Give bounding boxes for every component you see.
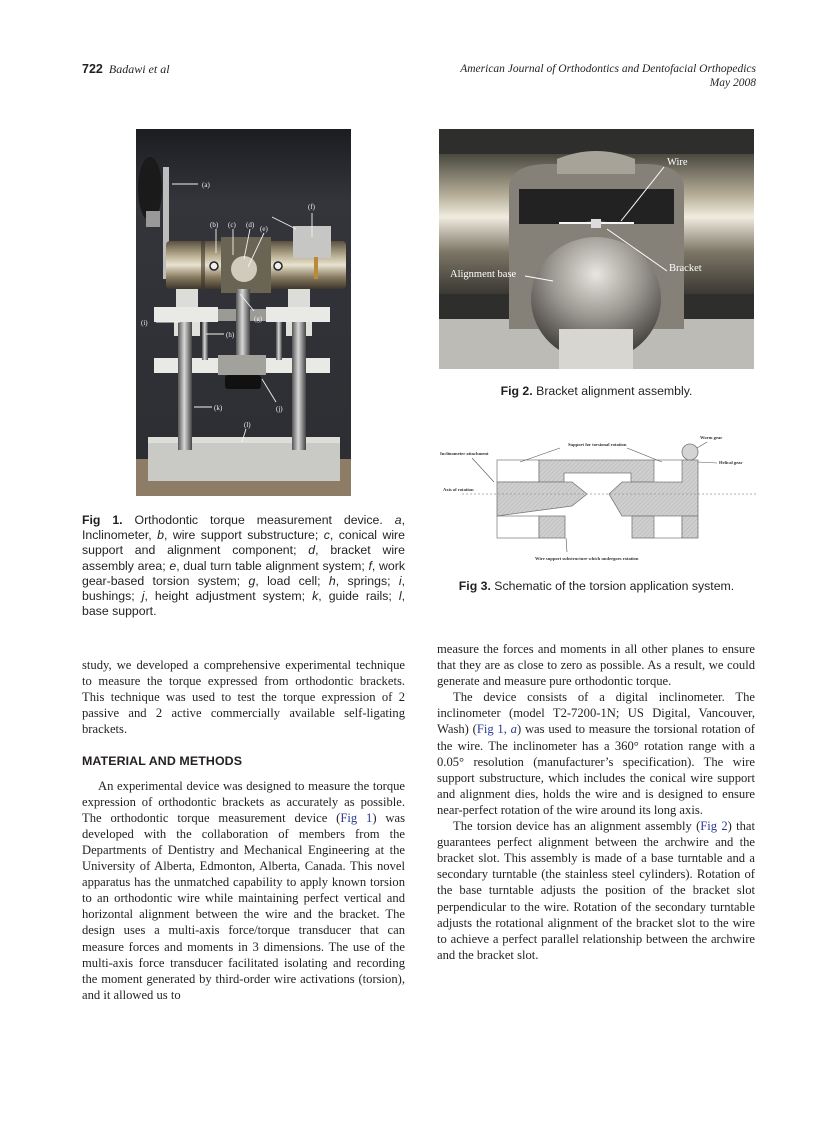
fig1-link[interactable]: Fig 1 <box>340 810 373 825</box>
alignment-assembly-illustration <box>439 129 754 369</box>
caption-key: a <box>394 513 402 527</box>
caption-text: , base support. <box>82 589 406 619</box>
paragraph-text: An experimental device was designed to measure the torque expression of orthodontic brackets as accurately as possible. The orthodontic torque measurement device ( <box>82 778 405 825</box>
caption-text: , dual turn table alignment system; <box>176 558 369 573</box>
figure-1-label: Fig 1. <box>82 513 123 527</box>
caption-text: , springs; <box>335 573 399 588</box>
figure-2-caption <box>439 384 754 399</box>
figure-1-photo <box>136 129 351 496</box>
caption-text: , bushings; <box>82 573 405 604</box>
paragraph-alignment-assembly <box>437 818 755 963</box>
paragraph-continued: measure the forces and moments in all other planes to ensure that they are as close to zero as possible. As a result, we could generate and measure pure orthodontic torque. <box>437 642 755 689</box>
caption-text: , load cell; <box>255 573 329 588</box>
label-helical-gear: Helical gear <box>719 460 743 465</box>
torque-device-illustration <box>136 129 351 496</box>
label-j: (j) <box>276 405 283 413</box>
figure-2-photo <box>439 129 754 369</box>
caption-text: , Inclinometer, <box>82 513 405 543</box>
label-wire: Wire <box>667 157 688 168</box>
figure-1-caption <box>82 513 405 619</box>
caption-text: , guide rails; <box>318 589 399 604</box>
label-bracket: Bracket <box>669 263 702 274</box>
right-column <box>437 641 755 963</box>
running-header-right <box>460 62 756 90</box>
figure-3-schematic <box>432 435 757 565</box>
caption-key: k <box>312 589 319 604</box>
journal-title: American Journal of Orthodontics and Dentofacial Orthopedics <box>460 63 756 75</box>
label-i: (i) <box>141 319 148 327</box>
figure-2-label: Fig 2. <box>500 384 533 398</box>
caption-key: c <box>323 528 330 543</box>
link-text: a <box>510 722 517 737</box>
caption-key: j <box>141 589 145 604</box>
caption-key: i <box>398 573 402 588</box>
paragraph-methods-1 <box>82 778 405 1003</box>
caption-text: , bracket wire assembly area; <box>82 543 405 573</box>
caption-key: l <box>398 589 402 604</box>
fig1a-link[interactable] <box>477 722 517 736</box>
label-f: (f) <box>308 203 315 211</box>
paragraph-text: ) that guarantees perfect alignment between the archwire and the bracket slot. This assembly is made of a base turntable and a secondary turntable (the stainless steel cylinders). Rotation of the base turntable adjusts the position of the bracket slot perpendicular to the wire. Rotation of the secondary turntable adjusts the rotational alignment of the bracket slot to the wire to achieve a perfect parallel relationship between the archwire and the bracket slot. <box>437 819 755 962</box>
label-a: (a) <box>202 181 210 189</box>
left-column <box>82 657 405 1003</box>
label-g: (g) <box>254 315 263 323</box>
label-b: (b) <box>210 221 219 229</box>
caption-key: e <box>169 558 177 573</box>
page-number: 722 <box>82 62 103 76</box>
label-c: (c) <box>228 221 236 229</box>
label-d: (d) <box>246 221 255 229</box>
paragraph-inclinometer <box>437 689 755 818</box>
label-inclinometer-attachment: Inclinometer attachment <box>440 451 489 456</box>
caption-text: Orthodontic torque measurement device. <box>122 513 395 527</box>
torsion-schematic-diagram <box>432 440 757 565</box>
label-alignment-base: Alignment base <box>450 269 517 280</box>
issue-date: May 2008 <box>709 77 756 89</box>
caption-text: , work gear-based torsion system; <box>82 558 405 588</box>
figure-2-caption-text: Bracket alignment assembly. <box>532 384 693 398</box>
caption-text: , conical wire support and alignment component; <box>82 528 405 558</box>
label-k: (k) <box>214 404 223 412</box>
caption-text: , wire support substructure; <box>163 528 324 543</box>
figure-3-caption-text: Schematic of the torsion application system. <box>490 579 735 593</box>
caption-key: d <box>308 543 316 558</box>
figure-3-label: Fig 3. <box>458 579 491 593</box>
label-h: (h) <box>226 331 235 339</box>
paragraph-text: ) was developed with the collaboration of members from the Departments of Dentistry and Mechanical Engineering at the University of Alberta, Edmonton, Alberta, Canada. This novel apparatus has the unmatched capability to apply known torsion to an orthodontic wire while maintaining perfect vertical and horizontal alignment between the wire and the bracket. The design uses a multi-axis force/torque transducer that can measure forces and moments in 3 dimensions. The use of the multi-axis force transducer facilitated isolating and recording the moment generated by third-order wire activations (torsion), and it allowed us to <box>82 810 405 1002</box>
paragraph-text: The device consists of a digital inclinometer. The inclinometer (model T2-7200-1N; US Digital, Vancouver, Wash) ( <box>437 690 755 737</box>
caption-text: , height adjustment system; <box>144 589 313 604</box>
figure-3-caption <box>439 579 754 594</box>
fig2-link[interactable]: Fig 2 <box>700 819 728 834</box>
label-support-torsional-rotation: Support for torsional rotation <box>568 442 627 447</box>
label-worm-gear: Worm gear <box>700 435 723 440</box>
caption-key: h <box>328 573 336 588</box>
label-e: (e) <box>260 225 268 233</box>
caption-key: b <box>157 528 164 543</box>
caption-key: g <box>248 573 256 588</box>
label-wire-support-substructure: Wire support substructure which undergoes rotation <box>535 556 639 561</box>
label-l: (l) <box>244 421 251 429</box>
running-authors: Badawi et al <box>108 62 170 76</box>
paragraph-text: ) was used to measure the torsional rotation of the wire. The inclinometer has a 360° rotation range with a 0.05° resolution (manufacturer’s specification). The wire support substructure, which includes the conical wire support and alignment dies, holds the wire and is designed to ensure near-perfect rotation of the wire around its long axis. <box>437 722 755 817</box>
running-header-left <box>82 62 170 77</box>
paragraph-intro-end: study, we developed a comprehensive experimental technique to measure the torque expressed from orthodontic brackets. This technique was used to test the torque expression of 2 passive and 2 active commercially available self-ligating brackets. <box>82 658 405 737</box>
link-text: Fig 1 <box>476 722 504 737</box>
link-text: , <box>503 722 511 737</box>
paragraph-text: The torsion device has an alignment assembly ( <box>453 819 701 834</box>
caption-key: f <box>368 558 372 573</box>
section-heading-methods: MATERIAL AND METHODS <box>82 754 243 769</box>
label-axis-of-rotation: Axis of rotation <box>443 487 474 492</box>
